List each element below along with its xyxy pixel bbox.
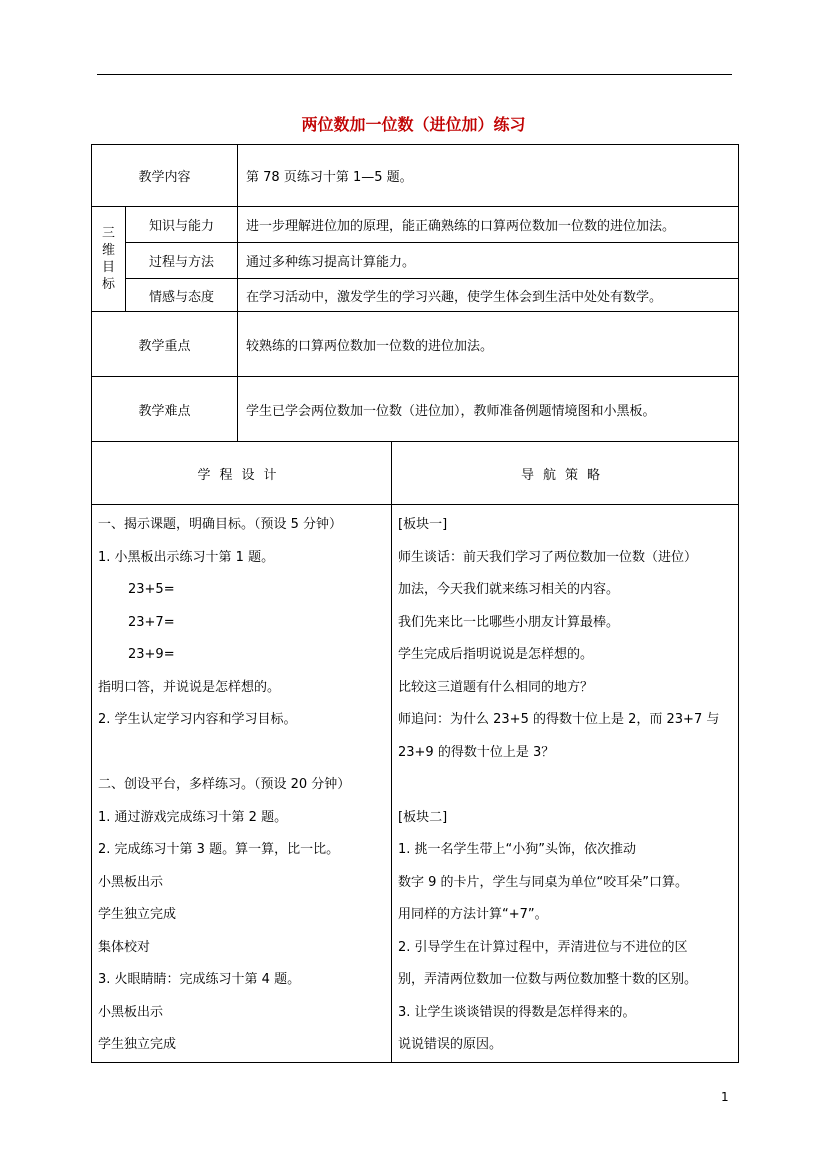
- strategy-line: 学生完成后指明说说是怎样想的。: [398, 647, 594, 662]
- strategy-line: [板块一]: [398, 517, 448, 532]
- process-line: 一、揭示课题，明确目标。（预设 5 分钟）: [98, 517, 343, 532]
- goal-row: [92, 207, 739, 243]
- strategy-line: 加法，今天我们就来练习相关的内容。: [398, 582, 620, 597]
- strategy-line: 数字 9 的卡片，学生与同桌为单位“咬耳朵”口算。: [398, 874, 689, 890]
- process-right-header: 导航策略: [392, 442, 739, 505]
- goals-group-label: 三 维 目 标: [92, 207, 126, 312]
- process-header-row: [92, 442, 739, 505]
- lesson-info-table: [91, 144, 739, 442]
- process-line: 学生独立完成: [98, 907, 177, 922]
- strategy-line: 师追问：为什么 23+5 的得数十位上是 2，而 23+7 与: [398, 712, 720, 727]
- goal-row: [92, 279, 739, 312]
- goal-value: 进一步理解进位加的原理，能正确熟练的口算两位数加一位数的进位加法。: [238, 207, 739, 243]
- goal-row: [92, 243, 739, 279]
- strategy-line: 师生谈话：前天我们学习了两位数加一位数（进位）: [398, 549, 698, 565]
- strategy-line: 说说错误的原因。: [398, 1037, 503, 1052]
- key-point-value: 较熟练的口算两位数加一位数的进位加法。: [238, 312, 739, 377]
- difficulty-value: 学生已学会两位数加一位数（进位加），教师准备例题情境图和小黑板。: [238, 377, 739, 442]
- difficulty-row: [92, 377, 739, 442]
- content-value: 第 78 页练习十第 1—5 题。: [238, 145, 739, 207]
- header-rule: [97, 74, 732, 75]
- page-title: 两位数加一位数（进位加）练习: [301, 115, 526, 134]
- process-line: 小黑板出示: [98, 874, 164, 890]
- process-table: [91, 441, 739, 1063]
- page-number: 1: [721, 1090, 729, 1104]
- key-point-row: [92, 312, 739, 377]
- difficulty-label: 教学难点: [92, 377, 238, 442]
- strategy-line: 用同样的方法计算“+7”。: [398, 907, 548, 922]
- goal-label: 知识与能力: [126, 207, 238, 243]
- process-line: 1. 小黑板出示练习十第 1 题。: [98, 549, 275, 565]
- goal-value: 在学习活动中，激发学生的学习兴趣，使学生体会到生活中处处有数学。: [238, 279, 739, 312]
- process-line: 23+7=: [128, 614, 175, 630]
- process-left-column: [92, 505, 392, 1063]
- process-line: 1. 通过游戏完成练习十第 2 题。: [98, 809, 288, 825]
- process-line: 指明口答，并说说是怎样想的。: [98, 679, 281, 695]
- process-line: [98, 737, 391, 770]
- process-left-header: 学程设计: [92, 442, 392, 505]
- strategy-line: 23+9 的得数十位上是 3？: [398, 744, 555, 760]
- process-line: 集体校对: [98, 939, 151, 955]
- goal-label: 过程与方法: [126, 243, 238, 279]
- strategy-line: 比较这三道题有什么相同的地方？: [398, 679, 594, 695]
- process-line: 学生独立完成: [98, 1037, 177, 1052]
- strategy-line: [板块二]: [398, 809, 448, 825]
- strategy-line: [398, 769, 738, 802]
- strategy-line: 别，弄清两位数加一位数与两位数加整十数的区别。: [398, 972, 698, 987]
- strategy-line: 3. 让学生谈谈错误的得数是怎样得来的。: [398, 1004, 636, 1020]
- goal-label: 情感与态度: [126, 279, 238, 312]
- strategy-line: 2. 引导学生在计算过程中，弄清进位与不进位的区: [398, 939, 688, 955]
- process-right-column: [392, 505, 739, 1063]
- key-point-label: 教学重点: [92, 312, 238, 377]
- strategy-line: 1. 挑一名学生带上“小狗”头饰，依次推动: [398, 842, 637, 857]
- process-body-row: [92, 505, 739, 1063]
- process-line: 3. 火眼睛睛：完成练习十第 4 题。: [98, 972, 301, 987]
- goal-value: 通过多种练习提高计算能力。: [238, 243, 739, 279]
- process-line: 2. 学生认定学习内容和学习目标。: [98, 712, 297, 727]
- process-line: 23+5=: [128, 582, 175, 597]
- strategy-line: 我们先来比一比哪些小朋友计算最棒。: [398, 614, 620, 630]
- process-line: 23+9=: [128, 647, 175, 662]
- process-line: 小黑板出示: [98, 1004, 164, 1020]
- process-line: 二、创设平台，多样练习。（预设 20 分钟）: [98, 777, 351, 792]
- content-row: [92, 145, 739, 207]
- content-label: 教学内容: [92, 145, 238, 207]
- process-line: 2. 完成练习十第 3 题。算一算，比一比。: [98, 842, 340, 857]
